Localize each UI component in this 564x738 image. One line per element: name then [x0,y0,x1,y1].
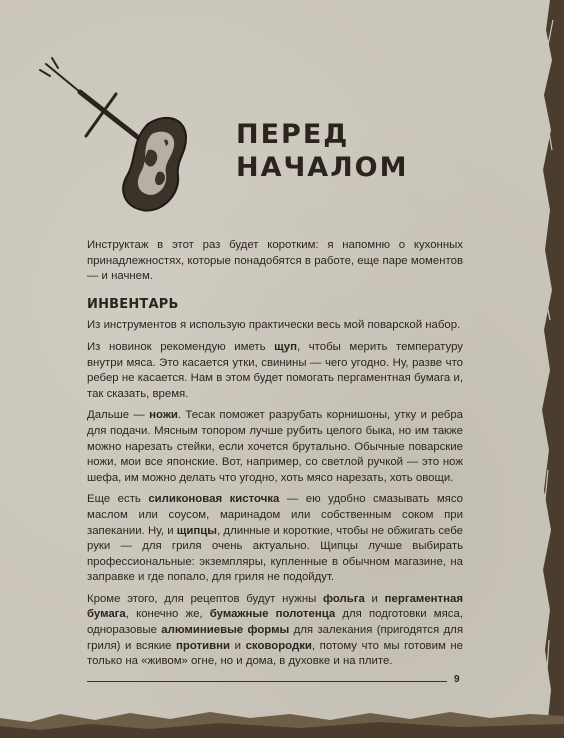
page-number: 9 [454,674,460,685]
torn-right-edge [538,0,564,738]
title-line-2: НАЧАЛОМ [236,152,409,183]
footer-divider [87,681,447,682]
torn-bottom-edge [0,704,564,738]
article-body [87,238,463,676]
paragraph-5: Кроме этого, для рецептов будут нужны фольга и пергаментная бумага, конечно же, бумажные полотенца для подготовки мяса, одноразовые алюминиевые формы для залекания (пригодятся для гриля) и всякие противни и сковородки, потому что мы готовим не только на «живом» огне, но и дома, в духовке и на плите. [87,592,463,668]
bold-term: бумажные полотенца [209,608,336,621]
bold-term: силиконовая кисточка [148,493,280,506]
bold-term: сковородки [245,639,312,652]
bold-term: алюминиевые формы [161,624,290,637]
paragraph-2: Из новинок рекомендую иметь щуп, чтобы мерить температуру внутри мяса. Это касается утки, свинины — чего угодно. Ну, разве что ребер не касается. Нам в этом будет помогать пергаментная бумага и, так сказать, время. [87,340,463,400]
paragraph-3: Дальше — ножи. Тесак поможет разрубать корнишоны, утку и ребра для подачи. Мясным топором лучше рубить целого быка, но им также можно нарезать стейки, если хочется брутально. Обычные поварские ножи, мои все японские. Вот, например, со светлой ручкой — это нож шефа, им можно делать что угодно, хоть мясо нарезать, хоть овощи. [87,409,463,484]
intro-paragraph: Инструктаж в этот раз будет коротким: я напомню о кухонных принадлежностях, которые понадобятся в работе, еще паре моментов — и начнем. [87,239,463,283]
paragraph-4: Еще есть силиконовая кисточка — ею удобно смазывать мясо маслом или соусом, маринадом или собственным соком при запекании. Ну, и щипцы, длинные и короткие, чтобы не обжигать себе руки — для гриля очень актуально. Щипцы лучше выбирать профессиональные: экземпляры, купленные в обычном магазине, на заправке и где попало, для гриля не подойдут. [87,493,464,584]
bold-term: пергаментная бумага [87,592,463,621]
bold-term: фольга [323,592,365,605]
meat-fork-icon [40,58,154,150]
bold-term: щуп [274,340,297,353]
section-heading: ИНВЕНТАРЬ [87,296,179,312]
bold-term: противни [176,639,231,652]
bold-term: ножи [149,409,178,422]
bold-term: щипцы [176,524,218,537]
title-line-1: ПЕРЕД [236,119,350,150]
page-title [236,118,408,184]
paragraph-1: Из инструментов я использую практически весь мой поварской набор. [87,319,461,332]
steak-with-fork-illustration [36,54,196,224]
